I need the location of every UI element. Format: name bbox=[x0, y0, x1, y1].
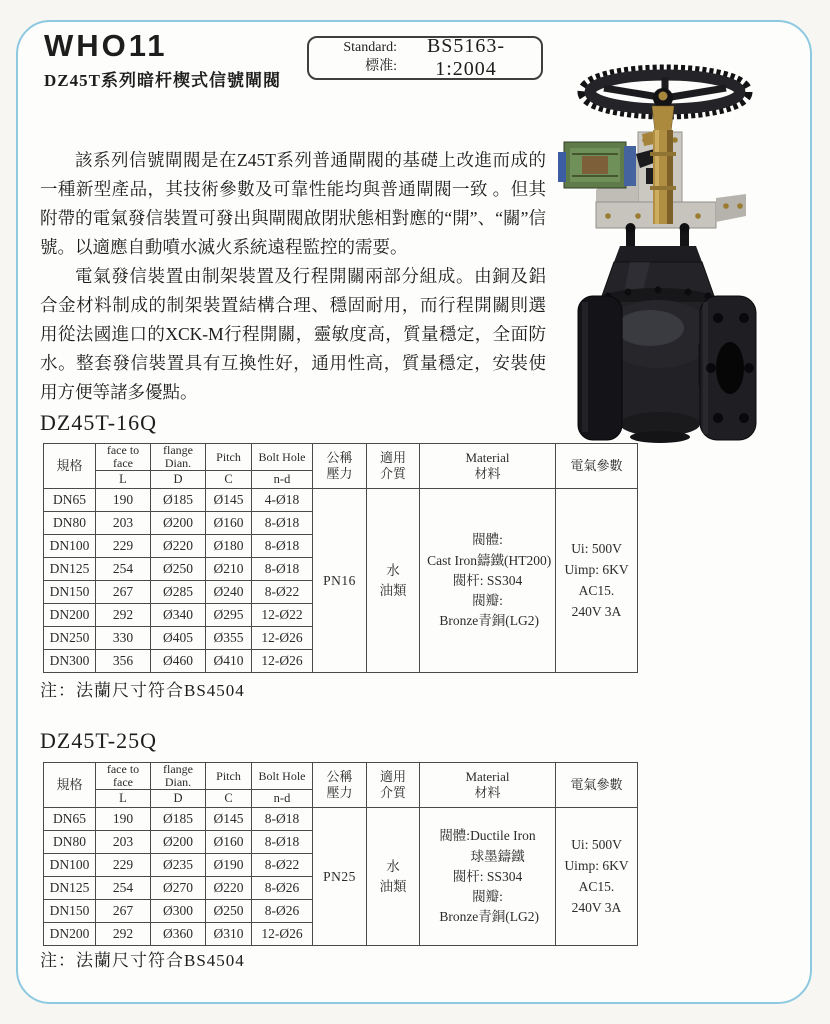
body-foot bbox=[630, 431, 690, 443]
table-cell: DN100 bbox=[44, 854, 96, 877]
standard-value: BS5163-1:2004 bbox=[426, 35, 506, 80]
material-cell bbox=[420, 489, 556, 673]
electrical-cell bbox=[556, 808, 638, 946]
table-cell: 8-Ø22 bbox=[252, 854, 313, 877]
medium-cell bbox=[367, 808, 420, 946]
table-cell: 12-Ø26 bbox=[252, 923, 313, 946]
table-cell: 4-Ø18 bbox=[252, 489, 313, 512]
stem-nut bbox=[659, 92, 668, 101]
table-cell: DN200 bbox=[44, 604, 96, 627]
col-header-material bbox=[420, 763, 556, 808]
col-subheader-C: C bbox=[206, 471, 252, 489]
table-cell: Ø160 bbox=[206, 831, 252, 854]
cell-line: 球墨鑄鐵 bbox=[450, 848, 525, 864]
col-header-pitch: Pitch bbox=[206, 444, 252, 471]
table-cell: DN150 bbox=[44, 900, 96, 923]
col-header-flange: flange Dian. bbox=[151, 763, 206, 790]
table-cell: Ø360 bbox=[151, 923, 206, 946]
table-cell: Ø220 bbox=[206, 877, 252, 900]
header-line: 介質 bbox=[379, 466, 406, 482]
medium-cell bbox=[367, 489, 420, 673]
col-header-bolt-hole: Bolt Hole bbox=[252, 444, 313, 471]
col-subheader-D: D bbox=[151, 790, 206, 808]
col-header-pitch: Pitch bbox=[206, 763, 252, 790]
flange-bore bbox=[716, 342, 744, 394]
table-cell: Ø460 bbox=[151, 650, 206, 673]
table-cell: 203 bbox=[96, 512, 151, 535]
table-cell: Ø185 bbox=[151, 489, 206, 512]
col-header-electrical: 電氣參數 bbox=[556, 763, 638, 808]
limit-switch-core bbox=[582, 156, 608, 174]
cell-line: Cast Iron鑄鐵(HT200) bbox=[423, 552, 552, 568]
table-cell: 8-Ø26 bbox=[252, 877, 313, 900]
table-cell: DN250 bbox=[44, 627, 96, 650]
col-header-medium bbox=[367, 444, 420, 489]
standard-label-zh: 標准: bbox=[365, 59, 397, 74]
header-line: 壓力 bbox=[326, 466, 353, 482]
table-cell: 267 bbox=[96, 900, 151, 923]
cell-line: 閥體:Ductile Iron bbox=[439, 828, 536, 844]
cell-line: Ui: 500V bbox=[571, 837, 622, 853]
col-header-face-to-face: face to face bbox=[96, 444, 151, 471]
table-cell: Ø160 bbox=[206, 512, 252, 535]
col-header-electrical: 電氣參數 bbox=[556, 444, 638, 489]
col-subheader-D: D bbox=[151, 471, 206, 489]
header-line: 材料 bbox=[474, 785, 501, 801]
pressure-cell bbox=[313, 808, 367, 946]
table-cell: 8-Ø18 bbox=[252, 808, 313, 831]
table-cell: Ø210 bbox=[206, 558, 252, 581]
table2-title: DZ45T-25Q bbox=[40, 728, 157, 753]
standard-box bbox=[307, 36, 543, 80]
table-cell: 12-Ø22 bbox=[252, 604, 313, 627]
table-cell: Ø355 bbox=[206, 627, 252, 650]
stud-nut-right bbox=[680, 223, 690, 233]
header-line: 適用 bbox=[379, 449, 406, 465]
cell-line: 240V 3A bbox=[571, 603, 622, 619]
table-cell: 8-Ø26 bbox=[252, 900, 313, 923]
switch-blue-mount bbox=[624, 146, 636, 186]
col-subheader-nd: n-d bbox=[252, 471, 313, 489]
table-cell: 330 bbox=[96, 627, 151, 650]
electrical-cell bbox=[556, 489, 638, 673]
table-cell: Ø190 bbox=[206, 854, 252, 877]
table-row bbox=[44, 489, 638, 512]
material-cell bbox=[420, 808, 556, 946]
col-subheader-nd: n-d bbox=[252, 790, 313, 808]
col-header-material bbox=[420, 444, 556, 489]
product-description bbox=[40, 146, 546, 407]
table-cell: 8-Ø18 bbox=[252, 512, 313, 535]
table-cell: 8-Ø18 bbox=[252, 831, 313, 854]
dimension-table-25q bbox=[43, 762, 638, 946]
table2-wrap bbox=[43, 762, 638, 946]
cell-line: 水 bbox=[386, 563, 400, 579]
dimension-table-16q bbox=[43, 443, 638, 673]
standard-label-en: Standard: bbox=[343, 40, 397, 56]
table2-body bbox=[44, 808, 638, 946]
header-line: 材料 bbox=[474, 466, 501, 482]
table1-title: DZ45T-16Q bbox=[40, 410, 157, 435]
table-cell: DN80 bbox=[44, 831, 96, 854]
cell-line: Bronze青銅(LG2) bbox=[435, 613, 540, 629]
table-cell: 8-Ø18 bbox=[252, 558, 313, 581]
cell-line: 閥體: bbox=[472, 532, 503, 548]
cell-line: Uimp: 6KV bbox=[564, 561, 629, 577]
stem-pin-1 bbox=[650, 152, 676, 156]
table1-wrap bbox=[43, 443, 638, 673]
dome-highlight bbox=[616, 310, 684, 346]
table-cell: Ø185 bbox=[151, 808, 206, 831]
col-subheader-C: C bbox=[206, 790, 252, 808]
table-cell: DN300 bbox=[44, 650, 96, 673]
table-cell: 254 bbox=[96, 558, 151, 581]
cell-line: 閥瓣: bbox=[472, 889, 503, 904]
table-cell: Ø340 bbox=[151, 604, 206, 627]
table-cell: Ø235 bbox=[151, 854, 206, 877]
cell-line: Ui: 500V bbox=[571, 541, 622, 557]
table-cell: Ø250 bbox=[206, 900, 252, 923]
table-cell: DN65 bbox=[44, 489, 96, 512]
table-cell: 292 bbox=[96, 604, 151, 627]
stud-nut-left bbox=[626, 223, 636, 233]
table-cell: 8-Ø22 bbox=[252, 581, 313, 604]
table-cell: 12-Ø26 bbox=[252, 650, 313, 673]
table-cell: DN100 bbox=[44, 535, 96, 558]
product-model-title: WHO11 bbox=[44, 28, 168, 63]
table-cell: 229 bbox=[96, 535, 151, 558]
col-subheader-L: L bbox=[96, 471, 151, 489]
table-cell: 8-Ø18 bbox=[252, 535, 313, 558]
table-cell: Ø220 bbox=[151, 535, 206, 558]
header-line: 介質 bbox=[379, 785, 406, 801]
table1-body bbox=[44, 489, 638, 673]
valve-product-photo bbox=[550, 56, 762, 448]
table-cell: Ø410 bbox=[206, 650, 252, 673]
table-cell: Ø310 bbox=[206, 923, 252, 946]
table-cell: 190 bbox=[96, 489, 151, 512]
header-line: 公稱 bbox=[326, 449, 353, 465]
col-header-medium bbox=[367, 763, 420, 808]
col-header-pressure bbox=[313, 763, 367, 808]
table-cell: DN80 bbox=[44, 512, 96, 535]
col-header-pressure bbox=[313, 444, 367, 489]
cell-line: 油類 bbox=[379, 582, 407, 598]
stem-pin-2 bbox=[650, 186, 676, 190]
col-subheader-L: L bbox=[96, 790, 151, 808]
col-header-bolt-hole: Bolt Hole bbox=[252, 763, 313, 790]
table-cell: Ø180 bbox=[206, 535, 252, 558]
cell-line: Bronze青銅(LG2) bbox=[435, 909, 540, 925]
cell-line: Uimp: 6KV bbox=[564, 857, 629, 873]
table-cell: Ø285 bbox=[151, 581, 206, 604]
table-cell: Ø270 bbox=[151, 877, 206, 900]
header-line: Material bbox=[465, 449, 510, 465]
table2-note: 注：法蘭尺寸符合BS4504 bbox=[40, 951, 245, 970]
product-subtitle: DZ45T系列暗杆楔式信號閘閥 bbox=[44, 71, 281, 90]
cell-line: 240V 3A bbox=[571, 899, 622, 915]
table-cell: Ø200 bbox=[151, 831, 206, 854]
cell-line: 油類 bbox=[379, 878, 407, 894]
col-header-face-to-face: face to face bbox=[96, 763, 151, 790]
table-cell: 267 bbox=[96, 581, 151, 604]
stem-upper bbox=[652, 106, 674, 132]
table-cell: DN150 bbox=[44, 581, 96, 604]
table-cell: 190 bbox=[96, 808, 151, 831]
cell-line: PN16 bbox=[323, 572, 356, 588]
stem-shadow bbox=[667, 130, 673, 224]
table-cell: Ø250 bbox=[151, 558, 206, 581]
table-cell: DN125 bbox=[44, 877, 96, 900]
cell-line: AC15. bbox=[578, 582, 615, 598]
col-header-spec: 規格 bbox=[44, 444, 96, 489]
table-cell: Ø200 bbox=[151, 512, 206, 535]
pressure-cell bbox=[313, 489, 367, 673]
cell-line: 閥杆: SS304 bbox=[452, 868, 523, 884]
cell-line: 閥杆: SS304 bbox=[452, 572, 523, 588]
table1-note: 注：法蘭尺寸符合BS4504 bbox=[40, 681, 245, 700]
table-row bbox=[44, 808, 638, 831]
yoke-head bbox=[614, 246, 702, 262]
table-cell: 229 bbox=[96, 854, 151, 877]
table-cell: 254 bbox=[96, 877, 151, 900]
table-cell: 292 bbox=[96, 923, 151, 946]
flange-left-highlight bbox=[582, 302, 588, 432]
cell-line: 水 bbox=[386, 859, 400, 875]
table-cell: Ø295 bbox=[206, 604, 252, 627]
table-cell: DN65 bbox=[44, 808, 96, 831]
cell-line: AC15. bbox=[578, 878, 615, 894]
cell-line: 閥瓣: bbox=[472, 593, 503, 608]
stem-highlight bbox=[655, 130, 659, 224]
table-cell: Ø145 bbox=[206, 808, 252, 831]
header-line: Material bbox=[465, 768, 510, 784]
switch-blue-cap-left bbox=[558, 152, 566, 182]
table-cell: 203 bbox=[96, 831, 151, 854]
header-line: 壓力 bbox=[326, 785, 353, 801]
table-cell: Ø405 bbox=[151, 627, 206, 650]
table-cell: DN125 bbox=[44, 558, 96, 581]
header-line: 適用 bbox=[379, 768, 406, 784]
table-cell: Ø300 bbox=[151, 900, 206, 923]
col-header-flange: flange Dian. bbox=[151, 444, 206, 471]
description-paragraph-1: 該系列信號閘閥是在Z45T系列普通閘閥的基礎上改進而成的一種新型產品，其技術參數及可靠性能均與普通閘閥一致 。但其附帶的電氣發信裝置可發出與閘閥啟閉狀態相對應的“開”、“關”信號。以適應自動噴水滅火系統遠程監控的需要。 bbox=[40, 150, 546, 257]
table-cell: DN200 bbox=[44, 923, 96, 946]
table-cell: 356 bbox=[96, 650, 151, 673]
cell-line: PN25 bbox=[323, 868, 356, 884]
standard-labels bbox=[315, 39, 397, 77]
table-cell: Ø240 bbox=[206, 581, 252, 604]
header-line: 公稱 bbox=[326, 768, 353, 784]
table-cell: 12-Ø26 bbox=[252, 627, 313, 650]
table-cell: Ø145 bbox=[206, 489, 252, 512]
col-header-spec: 規格 bbox=[44, 763, 96, 808]
description-paragraph-2: 電氣發信裝置由制架裝置及行程開關兩部分組成。由銅及鋁合金材料制成的制架裝置結構合理、穩固耐用，而行程開關則選用從法國進口的XCK-M行程開關，靈敏度高，質量穩定，全面防水。整套發信裝置具有互換性好，通用性高，質量穩定，安裝使用方便等諸多優點。 bbox=[40, 266, 546, 402]
